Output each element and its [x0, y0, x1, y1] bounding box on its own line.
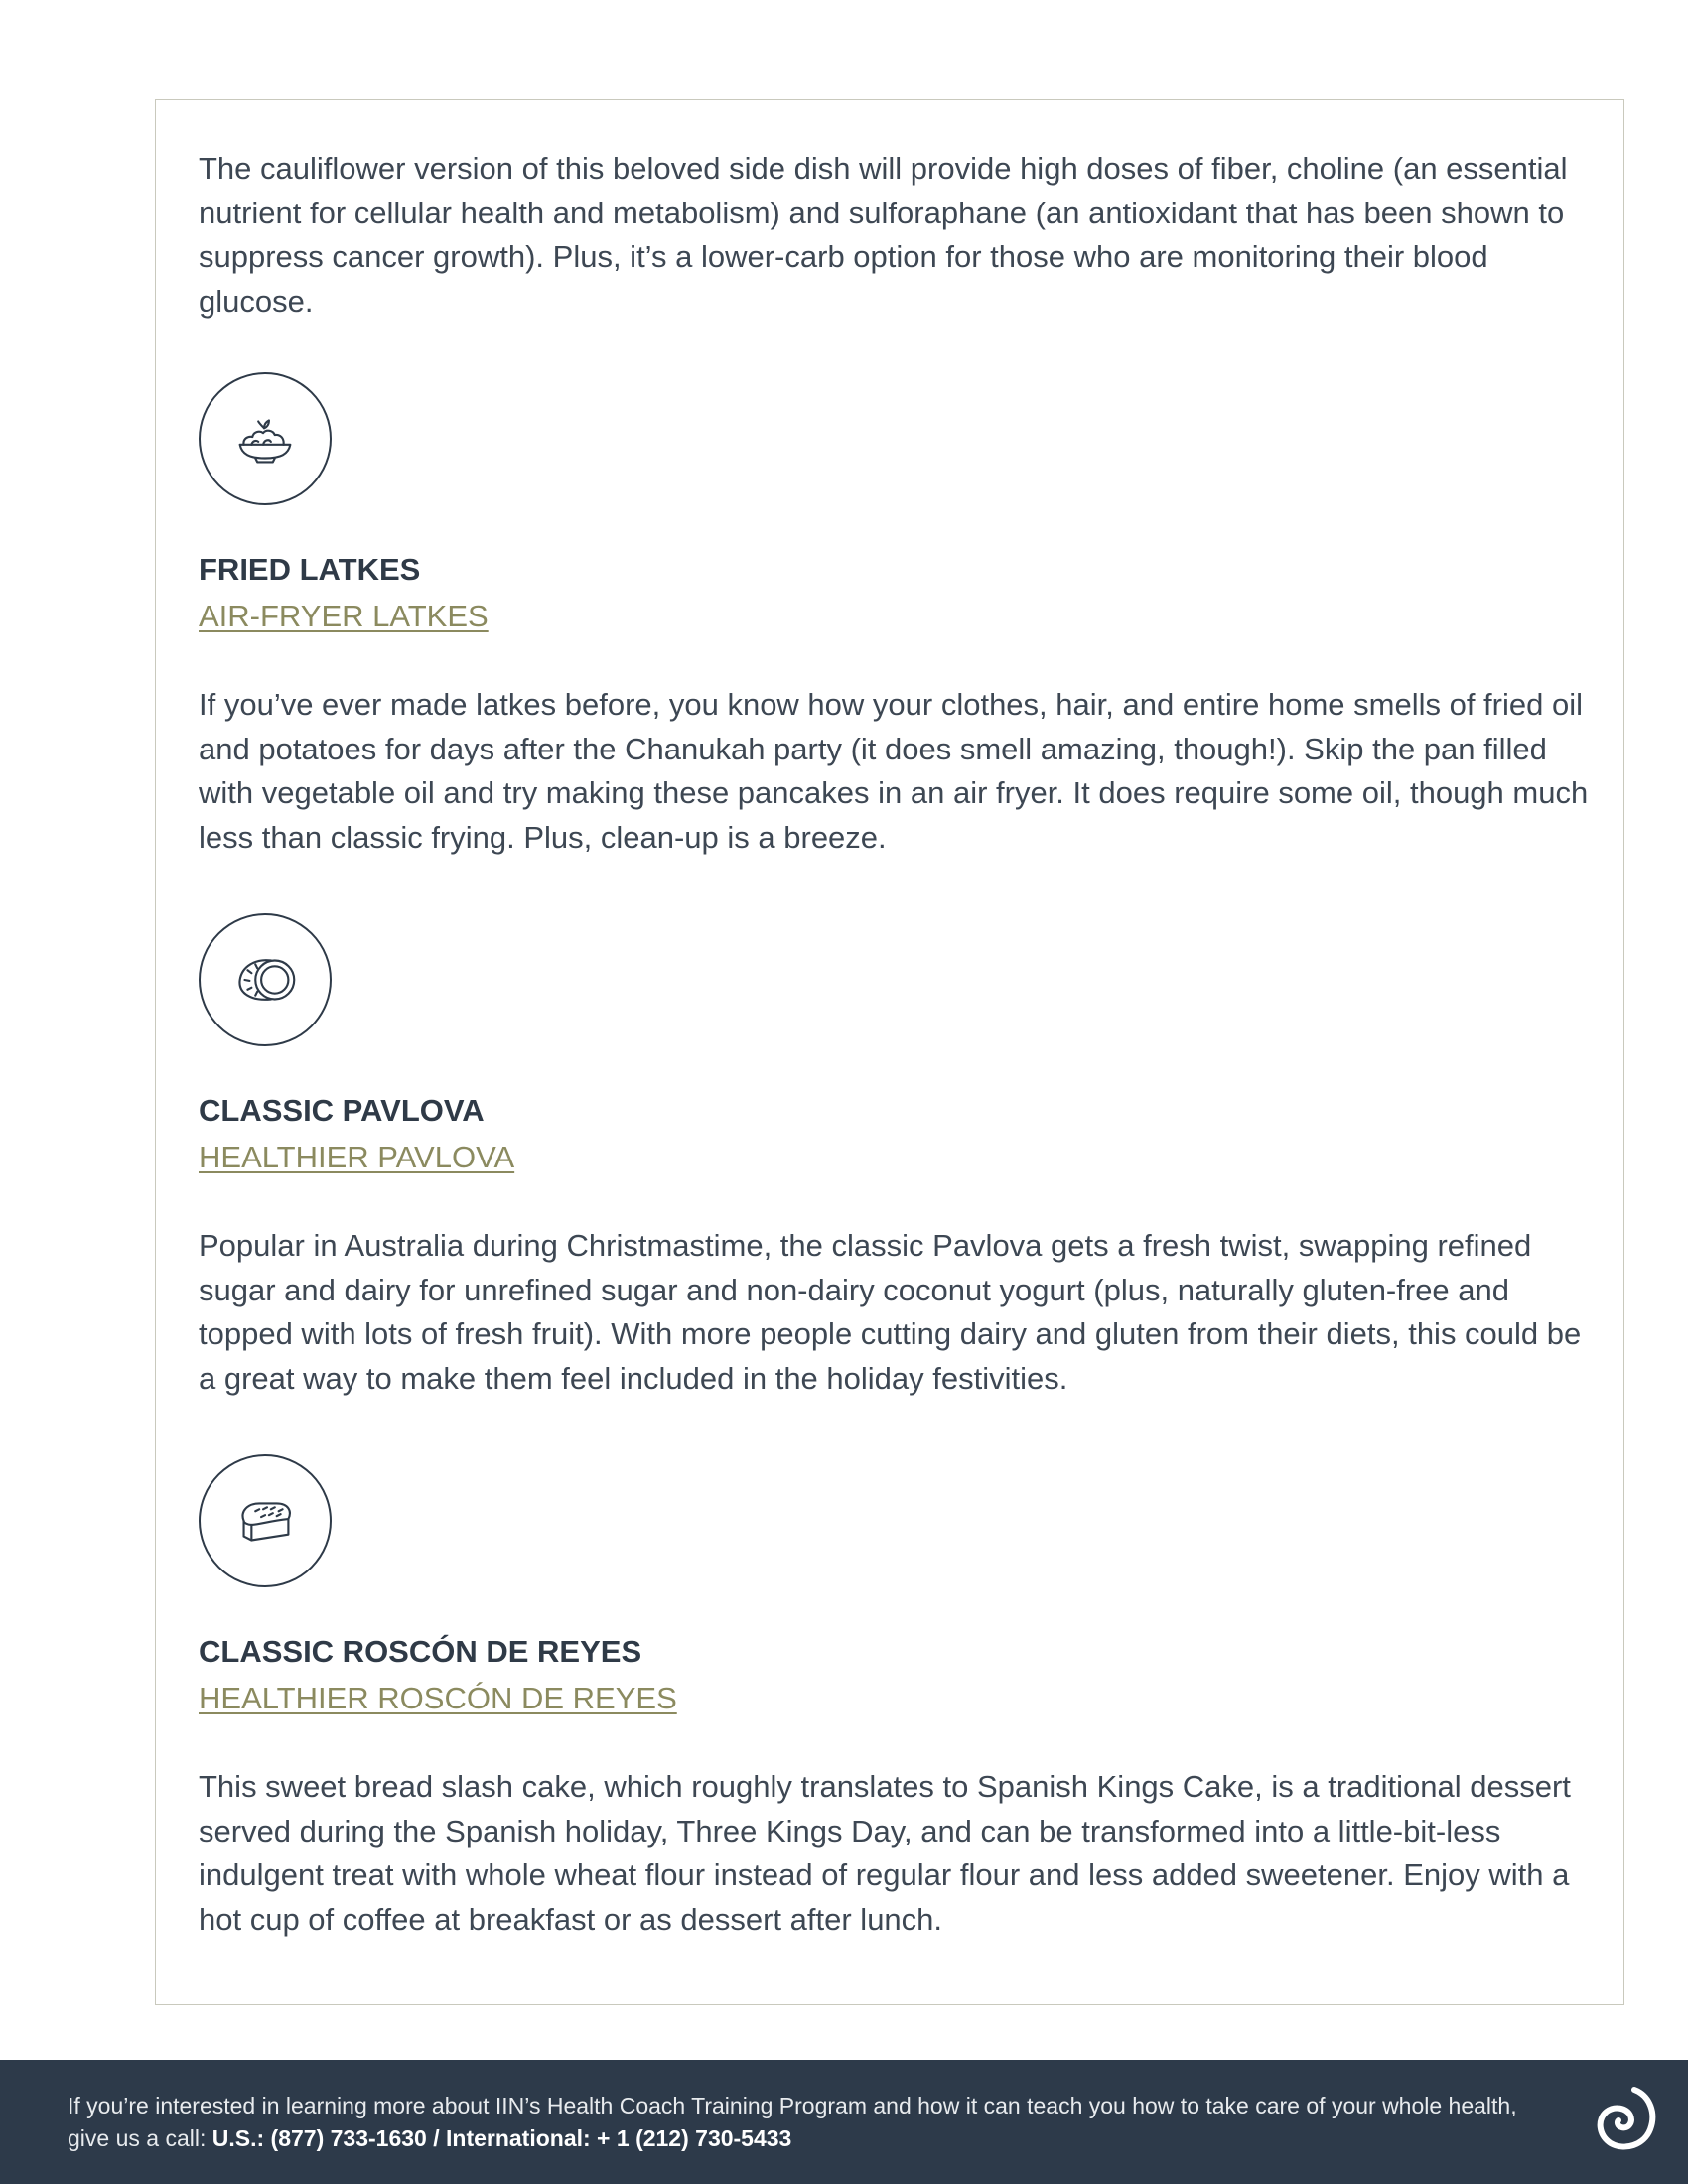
recipe-section-latkes [199, 372, 1589, 860]
iin-spiral-logo-icon [1589, 2080, 1662, 2159]
recipe-title: FRIED LATKES [199, 552, 421, 587]
footer-phone-us[interactable]: U.S.: (877) 733-1630 [211, 2125, 427, 2151]
icon-circle [199, 913, 332, 1046]
footer-text [68, 2090, 1557, 2155]
icon-circle [199, 1454, 332, 1587]
recipe-link-healthier-roscon[interactable]: HEALTHIER ROSCÓN DE REYES [199, 1681, 677, 1715]
recipe-description: This sweet bread slash cake, which roughly translates to Spanish Kings Cake, is a traditional dessert served during the Spanish holiday, Three Kings Day, and can be transformed into a little-bit-less indulgent treat with whole wheat flour instead of regular flour and less added sweetener. Enjoy with a hot cup of coffee at breakfast or as dessert after lunch. [199, 1769, 1571, 1937]
icon-circle [199, 372, 332, 505]
bread-loaf-icon [226, 1482, 304, 1560]
footer-message: If you’re interested in learning more about IIN’s Health Coach Training Program and how it can teach you how to take care of your whole health, give us a call: [68, 2093, 1517, 2151]
recipe-description: Popular in Australia during Christmastime, the classic Pavlova gets a fresh twist, swapping refined sugar and dairy for unrefined sugar and non-dairy coconut yogurt (plus, naturally gluten-free and topped with lots of fresh fruit). With more people cutting dairy and gluten from their diets, this could be a great way to make them feel included in the holiday festivities. [199, 1228, 1582, 1396]
recipe-link-air-fryer-latkes[interactable]: AIR-FRYER LATKES [199, 599, 489, 633]
footer-separator: / [426, 2125, 446, 2151]
recipe-section-pavlova [199, 913, 1589, 1401]
recipe-title: CLASSIC ROSCÓN DE REYES [199, 1634, 642, 1669]
footer-bar [0, 2060, 1688, 2184]
footer-phone-international[interactable]: International: + 1 (212) 730-5433 [446, 2125, 792, 2151]
recipe-section-roscon [199, 1454, 1589, 1942]
coconut-icon [226, 941, 304, 1019]
recipe-link-healthier-pavlova[interactable]: HEALTHIER PAVLOVA [199, 1140, 515, 1174]
recipe-description: If you’ve ever made latkes before, you know how your clothes, hair, and entire home smells of fried oil and potatoes for days after the Chanukah party (it does smell amazing, though!). Skip the pan filled with vegetable oil and try making these pancakes in an air fryer. It does require some oil, though much less than classic frying. Plus, clean-up is a breeze. [199, 687, 1589, 855]
intro-paragraph: The cauliflower version of this beloved side dish will provide high doses of fiber, choline (an essential nutrient for cellular health and metabolism) and sulforaphane (an antioxidant that has been shown to suppress cancer growth). Plus, it’s a lower-carb option for those who are monitoring their blood glucose. [199, 151, 1568, 319]
recipe-title: CLASSIC PAVLOVA [199, 1093, 485, 1128]
mashed-potato-bowl-icon [226, 400, 304, 478]
